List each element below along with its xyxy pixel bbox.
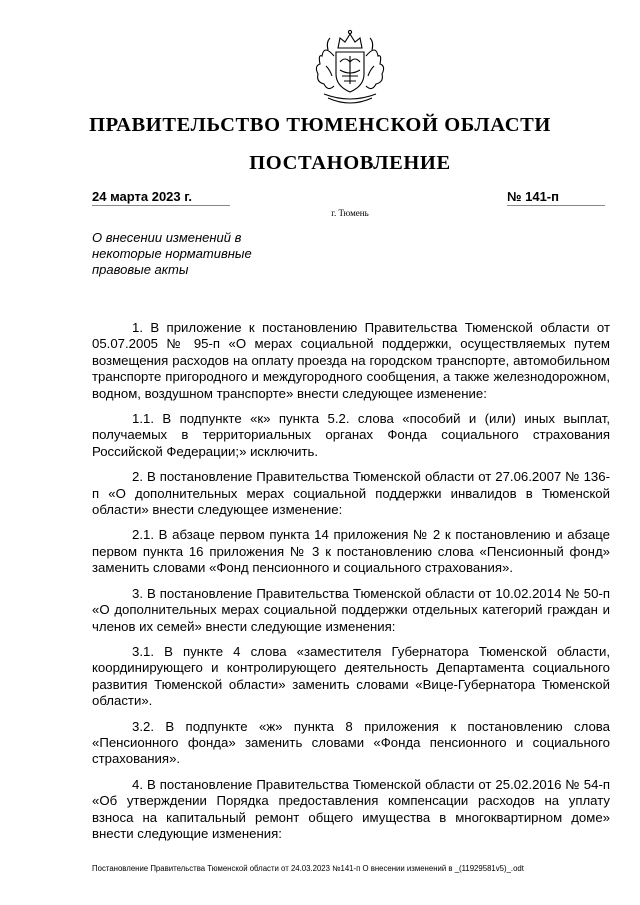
paragraph-1-1: 1.1. В подпункте «к» пункта 5.2. слова «пособий и (или) иных выплат, получаемых в территориальных органах Фонда социального страхования Российской Федерации;» исключить. bbox=[92, 411, 610, 459]
paragraph-1: 1. В приложение к постановлению Правительства Тюменской области от 05.07.2005 № 95-п «О мерах социальной поддержки, осуществляемых путем возмещения расходов на оплату проезда на городском транспорте, автомобильном транспорте пригородного и междугородного сообщения, а также железнодорожном, водном, воздушном транспорте» внести следующее изменение: bbox=[92, 320, 610, 401]
document-number: № 141-п bbox=[507, 189, 605, 206]
document-subject: О внесении изменений в некоторые нормативные правовые акты bbox=[92, 230, 252, 277]
page-footer: Постановление Правительства Тюменской области от 24.03.2023 №141-п О внесении изменений в _(11929581v5)_.odt bbox=[92, 864, 524, 873]
paragraph-2-1: 2.1. В абзаце первом пункта 14 приложения № 2 к постановлению и абзаце первом пункта 16 приложения № 3 к постановлению слова «Пенсионный фонд» заменить словами «Фонд пенсионного и социального страхования». bbox=[92, 527, 610, 576]
organization-title: ПРАВИТЕЛЬСТВО ТЮМЕНСКОЙ ОБЛАСТИ bbox=[89, 114, 551, 136]
document-date: 24 марта 2023 г. bbox=[92, 189, 230, 206]
paragraph-3-1: 3.1. В пункте 4 слова «заместителя Губернатора Тюменской области, координирующего и контролирующего деятельность Департамента социального развития Тюменской области» заменить словами «Вице-Губернатора Тюменской области». bbox=[92, 643, 610, 709]
paragraph-4: 4. В постановление Правительства Тюменской области от 25.02.2016 № 54-п «Об утверждении Порядка предоставления компенсации расходов на уплату взноса на капитальный ремонт общего имущества в многоквартирном доме» внести следующие изменения: bbox=[92, 776, 610, 841]
document-body bbox=[92, 320, 610, 851]
paragraph-2: 2. В постановление Правительства Тюменской области от 27.06.2007 № 136-п «О дополнительных мерах социальной поддержки инвалидов в Тюменской области» внести следующее изменение: bbox=[92, 469, 610, 518]
document-type: ПОСТАНОВЛЕНИЕ bbox=[249, 152, 451, 174]
paragraph-3-2: 3.2. В подпункте «ж» пункта 8 приложения к постановлению слова «Пенсионного фонда» заменить словами «Фонда пенсионного и социального страхования». bbox=[92, 718, 610, 767]
city-label: г. Тюмень bbox=[331, 208, 369, 218]
coat-of-arms-icon bbox=[298, 26, 402, 110]
paragraph-3: 3. В постановление Правительства Тюменской области от 10.02.2014 № 50-п «О дополнительных мерах социальной поддержки отдельных категорий граждан и членов их семей» внести следующие изменения: bbox=[92, 585, 610, 634]
